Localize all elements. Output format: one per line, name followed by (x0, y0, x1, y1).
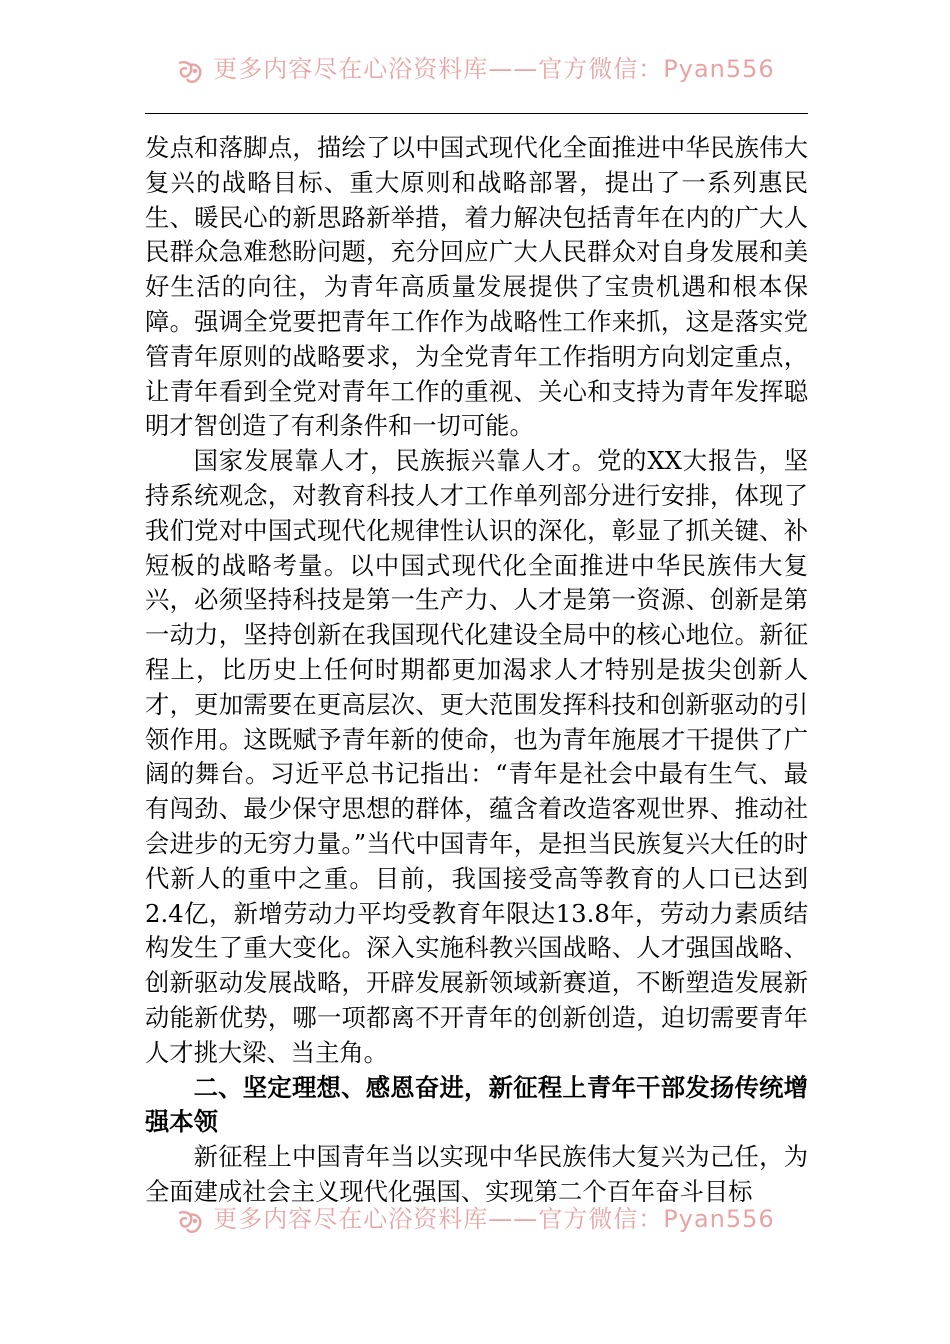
section-heading: 二、坚定理想、感恩奋进，新征程上青年干部发扬传统增强本领 (145, 1072, 808, 1137)
watermark-logo-icon (175, 57, 205, 87)
watermark-banner-bottom (0, 1202, 950, 1242)
paragraph-new-journey: 新征程上中国青年当以实现中华民族伟大复兴为己任，为全面建成社会主义现代化强国、实现第二个百年奋斗目标 (145, 1142, 808, 1206)
document-body (145, 131, 808, 1210)
header-rule (145, 113, 808, 114)
paragraph-continued: 发点和落脚点，描绘了以中国式现代化全面推进中华民族伟大复兴的战略目标、重大原则和战略部署，提出了一系列惠民生、暖民心的新思路新举措，着力解决包括青年在内的广大人民群众急难愁盼问题，充分回应广大人民群众对自身发展和美好生活的向往，为青年高质量发展提供了宝贵机遇和根本保障。强调全党要把青年工作作为战略性工作来抓，这是落实党管青年原则的战略要求，为全党青年工作指明方向划定重点，让青年看到全党对青年工作的重视、关心和支持为青年发挥聪明才智创造了有利条件和一切可能。 (145, 133, 808, 441)
watermark-text-bottom: 更多内容尽在心浴资料库——官方微信：Pyan556 (213, 1204, 775, 1233)
paragraph-talent: 国家发展靠人才，民族振兴靠人才。党的XX大报告，坚持系统观念，对教育科技人才工作单列部分进行安排，体现了我们党对中国式现代化规律性认识的深化，彰显了抓关键、补短板的战略考量。以中国式现代化全面推进中华民族伟大复兴，必须坚持科技是第一生产力、人才是第一资源、创新是第一动力，坚持创新在我国现代化建设全局中的核心地位。新征程上，比历史上任何时期都更加渴求人才特别是拔尖创新人才，更加需要在更高层次、更大范围发挥科技和创新驱动的引领作用。这既赋予青年新的使命，也为青年施展才干提供了广阔的舞台。习近平总书记指出：“青年是社会中最有生气、最有闯劲、最少保守思想的群体，蕴含着改造客观世界、推动社会进步的无穷力量。”当代中国青年，是担当民族复兴大任的时代新人的重中之重。目前，我国接受高等教育的人口已达到2.4亿，新增劳动力平均受教育年限达13.8年，劳动力素质结构发生了重大变化。深入实施科教兴国战略、人才强国战略、创新驱动发展战略，开辟发展新领域新赛道，不断塑造发展新动能新优势，哪一项都离不开青年的创新创造，迫切需要青年人才挑大梁、当主角。 (145, 446, 808, 1067)
watermark-banner-top (0, 52, 950, 92)
watermark-logo-icon (175, 1207, 205, 1237)
watermark-text-top: 更多内容尽在心浴资料库——官方微信：Pyan556 (213, 54, 775, 83)
